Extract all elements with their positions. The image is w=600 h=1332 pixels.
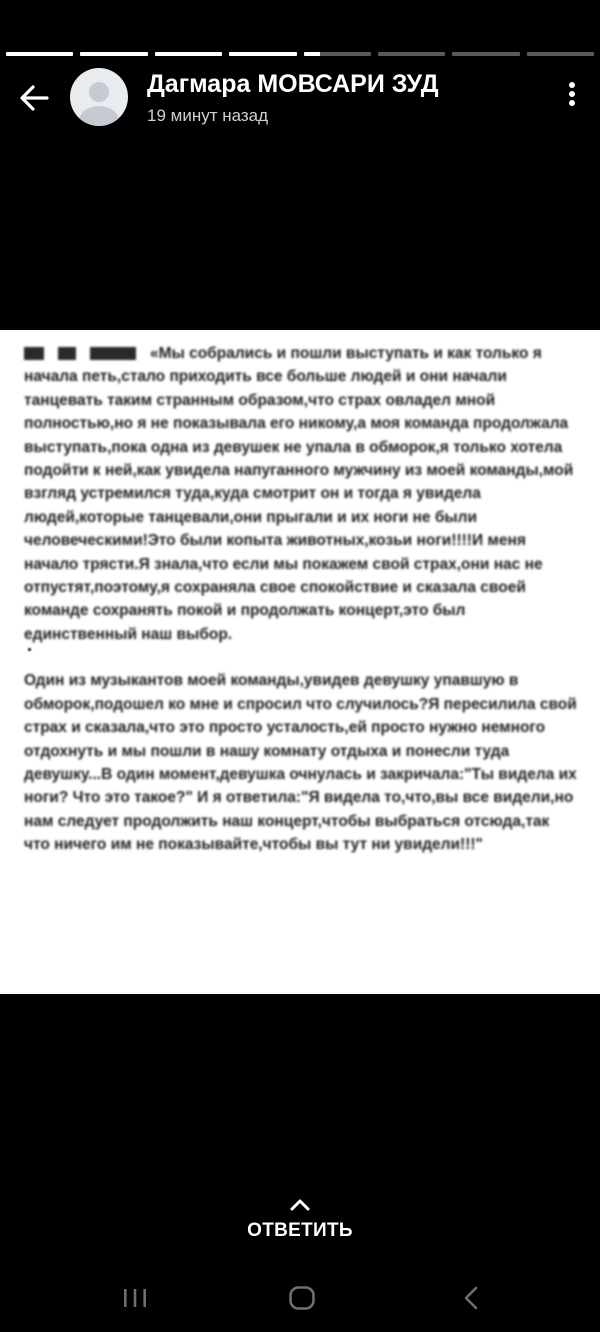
author-name[interactable]: Дагмара МОВСАРИ ЗУД — [147, 70, 439, 98]
progress-segment — [80, 52, 147, 56]
progress-segment — [452, 52, 519, 56]
default-avatar-icon — [89, 82, 109, 102]
reply-button[interactable] — [0, 1196, 600, 1242]
system-back-button[interactable] — [453, 1284, 489, 1312]
reply-label: ОТВЕТИТЬ — [247, 1220, 353, 1241]
story-progress-bar — [6, 52, 594, 56]
post-time: 19 минут назад — [147, 106, 269, 125]
recents-button[interactable] — [117, 1284, 153, 1312]
more-options-button[interactable] — [564, 82, 580, 112]
recents-icon — [117, 1284, 153, 1312]
story-header — [0, 66, 600, 130]
progress-segment — [6, 52, 73, 56]
avatar[interactable] — [70, 68, 128, 126]
paragraph-gap — [24, 646, 578, 669]
progress-segment — [155, 52, 222, 56]
back-button[interactable] — [16, 80, 52, 116]
more-vertical-icon — [564, 82, 580, 106]
progress-segment — [229, 52, 296, 56]
story-paragraph-2: Один из музыкантов моей команды,увидев девушку упавшую в обморок,подошел ко мне и спросил что случилось?Я пересилила свой страх и сказала,что это просто усталость,ей просто нужно немного отдохнуть и мы пошли в нашу комнату отдыха и понесли туда девушку...В один момент,девушка очнулась и закричала:"Ты видела их ноги? Что это такое?" И я ответила:"Я видела то,что,вы все видели,но нам следует продолжить наш концерт,чтобы выбраться отсюда,так что ничего им не показывайте,чтобы вы тут ни увидели!!!" — [24, 672, 577, 854]
story-image — [0, 330, 600, 994]
progress-segment — [527, 52, 594, 56]
progress-segment — [378, 52, 445, 56]
chevron-up-icon — [288, 1196, 312, 1214]
progress-segment-current — [304, 52, 371, 56]
avatar-body — [79, 106, 119, 126]
arrow-left-icon — [16, 80, 52, 116]
story-paragraph-1: «Мы собрались и пошли выступать и как только я начала петь,стало приходить все больше людей и они начали танцевать таким странным образом,что страх овладел мной полностью,но я не показывала его никому,а моя команда продолжала выступать,пока одна из девушек не упала в обморок,я только хотела подойти к ней,как увидела напуганного мужчину из моей команды,мой взгляд устремился туда,куда смотрит он и тогда я увидела людей,которые танцевали,они прыгали и их ноги не были человеческими!Это были копыта животных,козьи ноги!!!!И меня начало трясти.Я знала,что если мы покажем свой страх,они нас не отпустят,поэтому,я сохраняла свое спокойствие и сказала своей команде сохранять покой и продолжать концерт,это был единственный наш выбор. — [24, 345, 574, 643]
home-icon — [284, 1284, 320, 1312]
home-button[interactable] — [284, 1284, 320, 1312]
system-navigation-bar — [0, 1270, 600, 1326]
chevron-left-icon — [453, 1284, 489, 1312]
redacted-mark — [24, 347, 44, 360]
redacted-mark — [90, 347, 136, 360]
redacted-mark — [58, 347, 76, 360]
